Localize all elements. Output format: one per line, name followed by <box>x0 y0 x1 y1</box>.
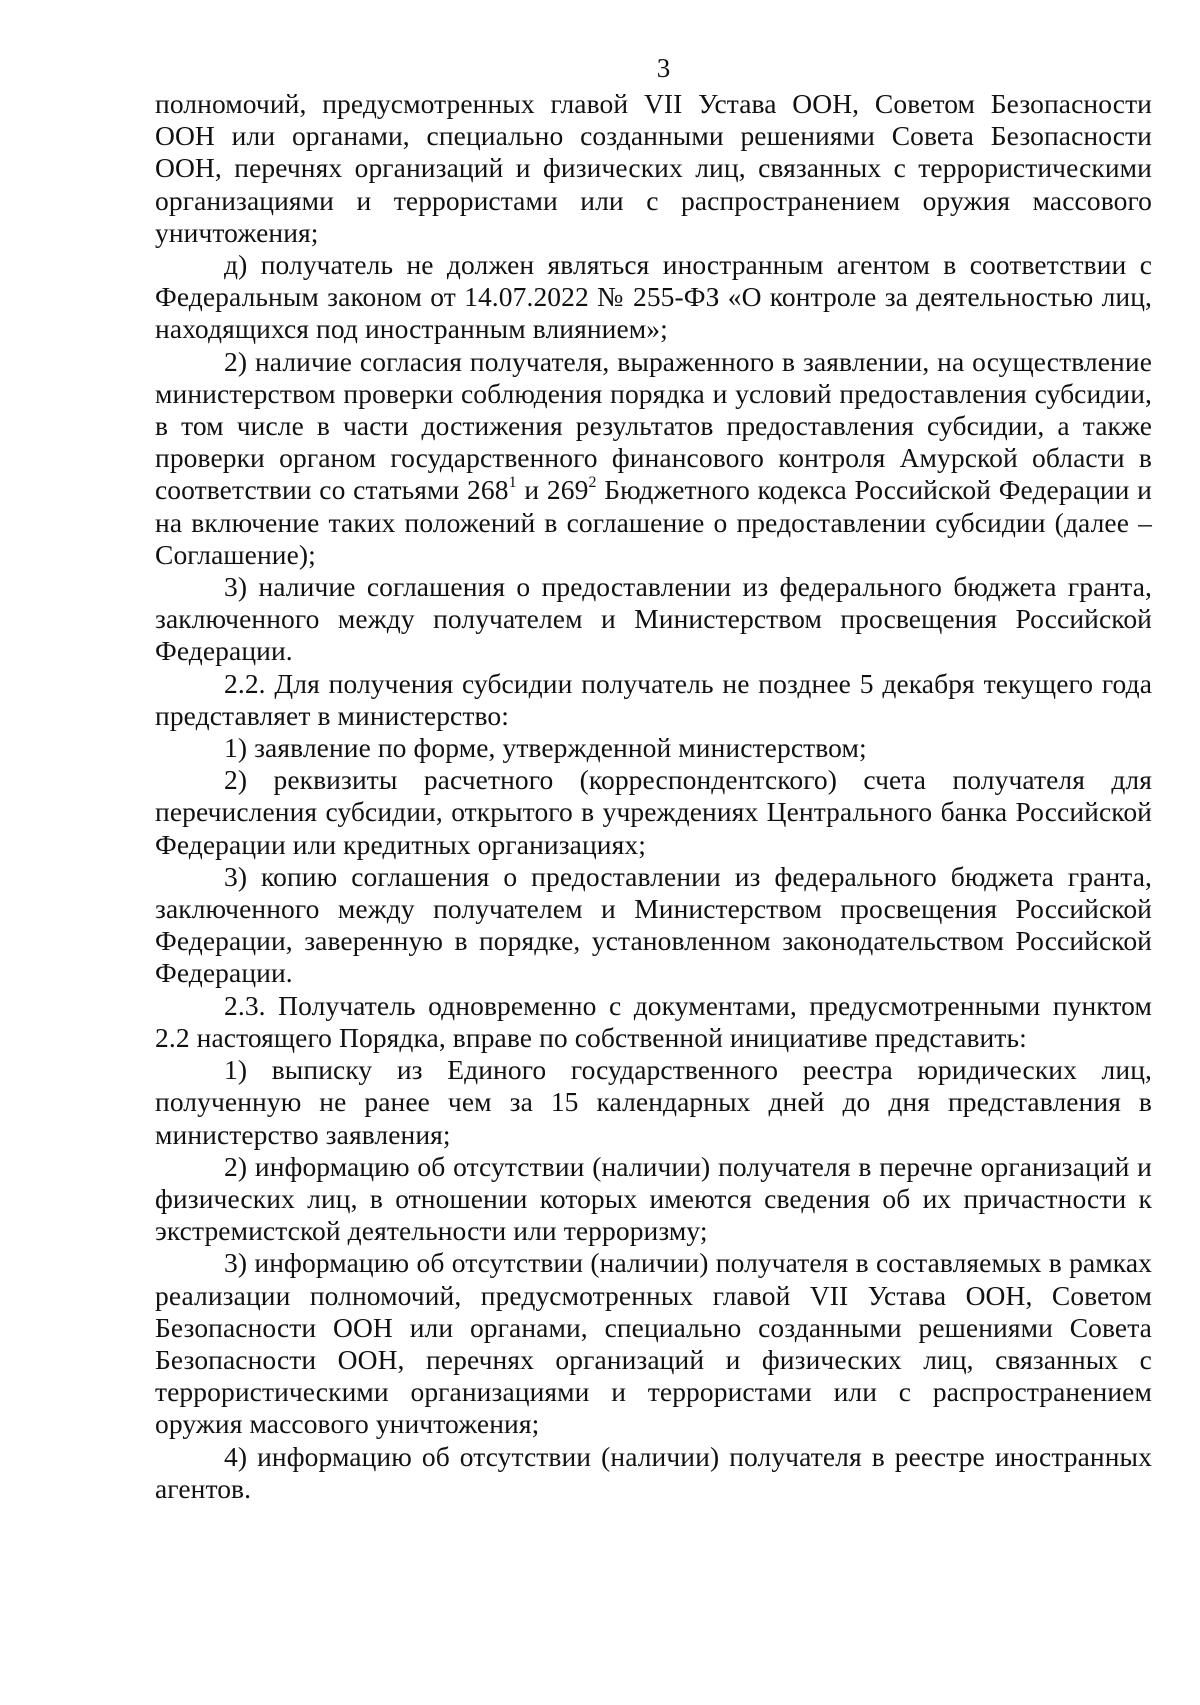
paragraph-item-d: д) получатель не должен являться иностранным агентом в соответствии с Федеральным законом от 14.07.2022 № 255-ФЗ «О контроле за деятельностью лиц, находящихся под иностранным влиянием»; <box>155 249 1152 345</box>
paragraph-2-3-item-3: 3) информацию об отсутствии (наличии) получателя в составляемых в рамках реализации полномочий, предусмотренных главой VII Устава ООН, Советом Безопасности ООН или органами, специально созданными решениями Совета Безопасности ООН, перечнях организаций и физических лиц, связанных с террористическими организациями и террористами или с распространением оружия массового уничтожения; <box>155 1247 1152 1440</box>
superscript: 1 <box>508 474 517 492</box>
paragraph-2-2-item-3: 3) копию соглашения о предоставлении из федерального бюджета гранта, заключенного между получателем и Министерством просвещения Российской Федерации, заверенную в порядке, установленном законодательством Российской Федерации. <box>155 860 1152 989</box>
paragraph-2-2-item-2: 2) реквизиты расчетного (корреспондентского) счета получателя для перечисления субсидии, открытого в учреждениях Центрального банка Российской Федерации или кредитных организациях; <box>155 764 1152 860</box>
paragraph-continuation: полномочий, предусмотренных главой VII Устава ООН, Советом Безопасности ООН или органами, специально созданными решениями Совета Безопасности ООН, перечнях организаций и физических лиц, связанных с террористическими организациями и террористами или с распространением оружия массового уничтожения; <box>155 88 1152 248</box>
superscript: 2 <box>588 474 597 492</box>
paragraph-item-2-consent <box>155 346 1152 571</box>
paragraph-2-3-item-2: 2) информацию об отсутствии (наличии) получателя в перечне организаций и физических лиц, в отношении которых имеются сведения об их причастности к экстремистской деятельности или терроризму; <box>155 1150 1152 1247</box>
paragraph-item-3-agreement: 3) наличие соглашения о предоставлении из федерального бюджета гранта, заключенного между получателем и Министерством просвещения Российской Федерации. <box>155 571 1152 667</box>
paragraph-2-3-item-1: 1) выписку из Единого государственного реестра юридических лиц, полученную не ранее чем за 15 календарных дней до дня представления в министерство заявления; <box>155 1054 1152 1150</box>
page-number: 3 <box>656 53 671 83</box>
paragraph-section-2-2: 2.2. Для получения субсидии получатель не позднее 5 декабря текущего года представляет в министерство: <box>155 667 1152 731</box>
paragraph-text-part: Бюджетного кодекса Российской Федерации и на включение таких положений в соглашение о предоставлении субсидии (далее – Соглашение); <box>155 474 1152 570</box>
paragraph-section-2-3: 2.3. Получатель одновременно с документами, предусмотренными пунктом 2.2 настоящего Порядка, вправе по собственной инициативе представить: <box>155 989 1152 1053</box>
paragraph-text-part: 2) наличие согласия получателя, выраженного в заявлении, на осуществление министерством проверки соблюдения порядка и условий предоставления субсидии, в том числе в части достижения результатов предоставления субсидии, а также проверки органом государственного финансового контроля Амурской области в соответствии со статьями 268 <box>155 345 1152 506</box>
paragraph-text-part: и 269 <box>516 474 589 506</box>
paragraph-2-2-item-1: 1) заявление по форме, утвержденной министерством; <box>224 732 867 764</box>
paragraph-2-3-item-4: 4) информацию об отсутствии (наличии) получателя в реестре иностранных агентов. <box>155 1440 1152 1504</box>
